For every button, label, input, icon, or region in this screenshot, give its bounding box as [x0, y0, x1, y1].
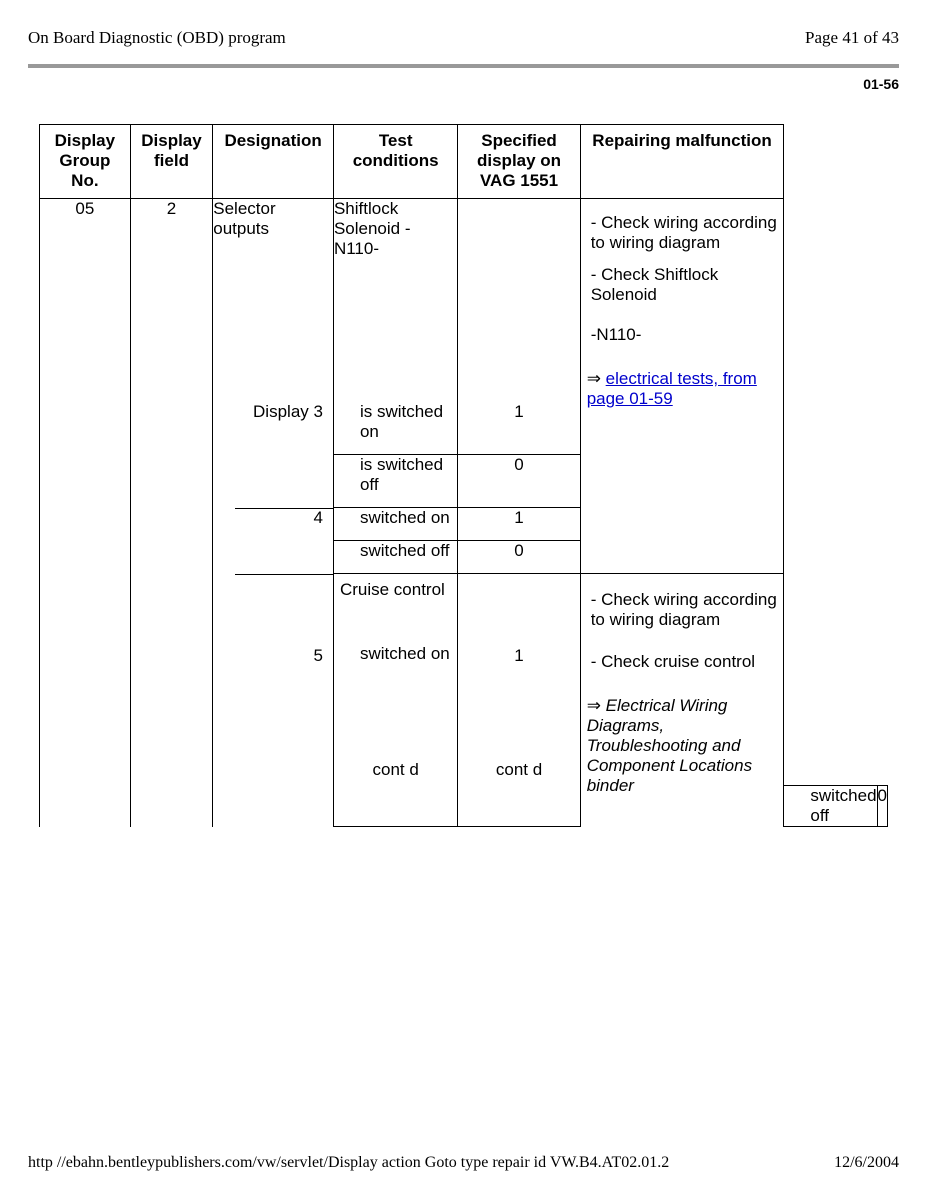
repair-check-shiftlock: - Check Shiftlock Solenoid	[590, 265, 719, 304]
arrow-icon: ⇒	[586, 369, 601, 388]
shiftlock-condition-cell: Shiftlock Solenoid - N110-	[333, 199, 457, 402]
cruise-control-cell	[333, 574, 457, 786]
header-repairing-malfunction: Repairing malfunction	[580, 125, 784, 199]
header-display-group: Display Group No.	[40, 125, 131, 199]
repair-cell-cruise	[580, 574, 784, 827]
display-5-cell: 5	[213, 574, 334, 827]
is-switched-off-cell: is switched off	[333, 455, 457, 508]
repair-cell-shiftlock	[580, 199, 784, 574]
group-continued-label: cont d	[372, 759, 419, 779]
designation-cell: Selector outputs	[213, 199, 334, 402]
header-divider	[28, 64, 899, 68]
repair-reference	[587, 369, 778, 409]
document-number: 01-56	[863, 76, 899, 92]
repair-check-cruise: - Check cruise control	[590, 652, 756, 671]
display-3-cell: Display 3	[213, 402, 334, 508]
table-header-row	[40, 125, 888, 199]
repair-check-wiring: - Check wiring according to wiring diagram	[590, 590, 777, 629]
switched-on-label: switched on	[359, 644, 450, 663]
electrical-tests-link[interactable]: electrical tests, from page 01-59	[586, 369, 757, 408]
specified-empty-cell	[458, 199, 580, 402]
value-cell: 1	[458, 574, 580, 786]
is-switched-on-cell: is switched on	[333, 402, 457, 455]
field-spacer-cell	[130, 402, 213, 827]
switched-on-cell: switched on	[333, 508, 457, 541]
diagnostic-table	[39, 124, 888, 827]
repair-check-wiring: - Check wiring according to wiring diagram	[590, 213, 777, 252]
value-cell: 0	[458, 541, 580, 574]
header-designation: Designation	[213, 125, 334, 199]
footer-date: 12/6/2004	[834, 1154, 899, 1171]
arrow-icon: ⇒	[586, 696, 601, 715]
repair-n110: -N110-	[590, 325, 642, 344]
value-cell: 0	[877, 786, 887, 827]
page-footer	[28, 1154, 899, 1172]
header-specified-display: Specified display on VAG 1551	[458, 125, 580, 199]
header-test-conditions: Test conditions	[333, 125, 457, 199]
table-row	[40, 199, 888, 402]
value-cell: 1	[458, 402, 580, 455]
wiring-diagrams-reference: Electrical Wiring Diagrams, Troubleshooting and Component Locations binder	[586, 696, 753, 795]
value-cell: 1	[458, 508, 580, 541]
display-4-cell: 4	[213, 508, 334, 574]
group-continued-cell	[333, 759, 457, 827]
group-spacer-cell	[40, 402, 131, 827]
page-indicator: Page 41 of 43	[805, 28, 899, 47]
footer-url: http //ebahn.bentleypublishers.com/vw/servlet/Display action Goto type repair id VW.B4.AT02.01.2	[28, 1154, 670, 1171]
field-number-cell: 2	[130, 199, 213, 402]
switched-off-cell: switched off	[333, 541, 457, 574]
field-continued-cell	[458, 759, 580, 827]
field-continued-label: cont d	[495, 759, 543, 779]
document-title: On Board Diagnostic (OBD) program	[28, 28, 286, 47]
cruise-control-label: Cruise control	[339, 580, 445, 599]
group-number-cell: 05	[40, 199, 131, 402]
header-display-field: Display field	[130, 125, 213, 199]
value-cell: 0	[458, 455, 580, 508]
switched-off-cell: switched off	[784, 786, 877, 827]
repair-reference	[587, 696, 778, 796]
